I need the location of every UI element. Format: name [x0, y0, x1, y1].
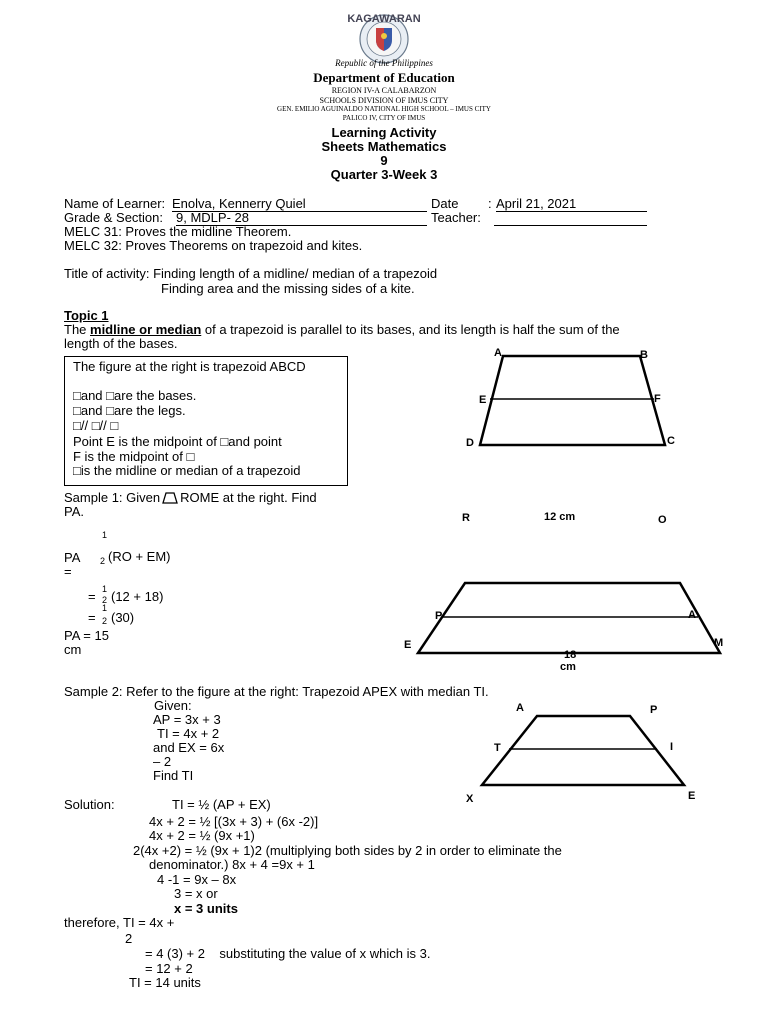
fig2-label-a: A: [688, 609, 696, 621]
fig3-label-p: P: [650, 704, 658, 716]
s2-ti: TI = 4x + 2: [157, 726, 220, 741]
sample2-question: Sample 2: Refer to the figure at the right: Trapezoid APEX with median TI.: [64, 684, 489, 699]
melc-32: MELC 32: Proves Theorems on trapezoid and kites.: [64, 238, 363, 253]
fig1-label-d: D: [466, 437, 474, 449]
deped-seal-logo: [347, 13, 421, 64]
box-line-3: □and □are the legs.: [73, 403, 186, 418]
fig1-label-e: E: [479, 394, 487, 406]
s1-step2-two: 2: [102, 595, 108, 605]
trapezoid-symbol-icon: [162, 492, 178, 507]
activity-title-2: Finding area and the missing sides of a kite.: [161, 281, 415, 296]
box-line-1: The figure at the right is trapezoid ABCD: [73, 359, 306, 374]
title-line-2: Sheets Mathematics: [321, 139, 447, 154]
title-line-3: 9: [380, 153, 388, 168]
topic-intro-2: length of the bases.: [64, 336, 178, 351]
fig2-label-o: O: [658, 514, 667, 526]
box-line-5: Point E is the midpoint of □and point: [73, 434, 282, 449]
fig1-label-c: C: [667, 435, 675, 447]
s2-sol-6: 4 -1 = 9x – 8x: [157, 872, 237, 887]
title-line-4: Quarter 3-Week 3: [330, 167, 438, 182]
s1-frac-one: 1: [102, 530, 108, 540]
fig2-label-r: R: [462, 512, 470, 524]
sample1-q2: PA.: [64, 504, 84, 519]
fig2-label-m: M: [714, 637, 724, 649]
trapezoid-rome-shape: [418, 583, 720, 653]
s2-sol-1: TI = ½ (AP + EX): [172, 797, 271, 812]
trapezoid-apex-shape: [482, 716, 684, 785]
intro-pre: The: [64, 322, 91, 337]
box-line-4: □// □// □: [73, 418, 119, 433]
s2-given: Given:: [154, 698, 192, 713]
name-label: Name of Learner:: [64, 196, 166, 211]
division-label: SCHOOLS DIVISION OF IMUS CITY: [319, 96, 449, 105]
address-label: PALICO IV, CITY OF IMUS: [342, 114, 426, 122]
box-line-7: □is the midline or median of a trapezoid: [73, 463, 301, 478]
fig2-label-top: 12 cm: [544, 511, 576, 523]
fig2-label-bottom-unit: cm: [560, 661, 576, 673]
intro-post: of a trapezoid is parallel to its bases, and its length is half the sum of the: [201, 322, 620, 337]
s2-solution-label: Solution:: [64, 797, 115, 812]
date-label: Date: [431, 196, 459, 211]
fig3-label-e: E: [688, 790, 696, 802]
fig2-label-bottom: 18: [564, 649, 577, 661]
trapezoid-abcd-figure: [460, 342, 690, 452]
s2-ex: and EX = 6x: [153, 740, 225, 755]
s2-sol-12: = 12 + 2: [145, 961, 193, 976]
republic-label: Republic of the Philippines: [335, 58, 433, 68]
fig1-label-a: A: [494, 347, 502, 359]
date-colon: :: [488, 196, 492, 211]
fig3-label-x: X: [466, 793, 474, 805]
teacher-value: [494, 210, 647, 226]
s1-ro-em: (RO + EM): [108, 549, 171, 564]
s1-eq: =: [64, 564, 72, 579]
s2-sol-5: denominator.) 8x + 4 =9x + 1: [149, 857, 315, 872]
date-value: April 21, 2021: [496, 196, 647, 212]
sample1-q1: Sample 1: Given: [64, 490, 161, 505]
sample1-question: [64, 490, 317, 507]
s1-result-unit: cm: [64, 642, 82, 657]
sample1-q1b: ROME at the right. Find: [180, 490, 317, 505]
s2-sol-3: 4x + 2 = ½ (9x +1): [149, 828, 255, 843]
box-line-2: □and □are the bases.: [73, 388, 197, 403]
activity-title: Title of activity: Finding length of a midline/ median of a trapezoid: [64, 266, 438, 281]
trapezoid-apex-figure: [460, 695, 710, 810]
s1-pa: PA: [64, 550, 81, 565]
s2-ap: AP = 3x + 3: [153, 712, 221, 727]
s2-sol-13: TI = 14 units: [129, 975, 201, 990]
s1-step2-rest: (12 + 18): [111, 589, 164, 604]
s1-step3-eq: =: [88, 610, 96, 625]
fig3-label-t: T: [494, 742, 501, 754]
fig1-label-b: B: [640, 349, 648, 361]
title-line-1: Learning Activity: [331, 125, 437, 140]
fig2-label-e: E: [404, 639, 412, 651]
s2-sol-7: 3 = x or: [174, 886, 218, 901]
s2-sol-4: 2(4x +2) = ½ (9x + 1)2 (multiplying both sides by 2 in order to eliminate the: [133, 843, 562, 858]
s2-sol-2: 4x + 2 = ½ [(3x + 3) + (6x -2)]: [149, 814, 319, 829]
trapezoid-rome-figure: [400, 505, 740, 675]
fig3-label-i: I: [670, 741, 674, 753]
s2-ex-cont: – 2: [153, 754, 172, 769]
s1-step3-rest: (30): [111, 610, 135, 625]
fig1-label-f: F: [654, 393, 661, 405]
s2-sol-9: therefore, TI = 4x +: [64, 915, 175, 930]
grade-label: Grade & Section:: [64, 210, 163, 225]
trapezoid-abcd-shape: [480, 356, 665, 445]
topic-intro: [64, 322, 620, 337]
topic-heading: Topic 1: [64, 308, 109, 323]
s2-sol-11: = 4 (3) + 2 substituting the value of x which is 3.: [145, 946, 431, 961]
s1-frac-two: 2: [100, 556, 106, 566]
svg-text:KAGAWARAN: KAGAWARAN: [347, 13, 421, 25]
s1-step3-two: 2: [102, 616, 108, 626]
intro-term: midline or median: [90, 322, 202, 337]
s1-result: PA = 15: [64, 628, 109, 643]
s1-step3-one: 1: [102, 603, 108, 613]
fig2-label-p: P: [435, 610, 443, 622]
teacher-label: Teacher:: [431, 210, 481, 225]
box-line-6: F is the midpoint of □: [73, 449, 195, 464]
grade-value: 9, MDLP- 28: [176, 210, 427, 226]
department-label: Department of Education: [313, 70, 455, 85]
school-label: GEN. EMILIO AGUINALDO NATIONAL HIGH SCHOOL – IMUS CITY: [277, 105, 491, 113]
name-value: Enolva, Kennerry Quiel: [172, 196, 427, 212]
melc-31: MELC 31: Proves the midline Theorem.: [64, 224, 292, 239]
s2-find: Find TI: [153, 768, 194, 783]
s1-step2-one: 1: [102, 584, 108, 594]
s2-sol-8: x = 3 units: [174, 901, 238, 916]
s1-step2-eq: =: [88, 589, 96, 604]
fig3-label-a: A: [516, 702, 524, 714]
s2-sol-10: 2: [125, 931, 133, 946]
region-label: REGION IV-A CALABARZON: [331, 86, 437, 95]
